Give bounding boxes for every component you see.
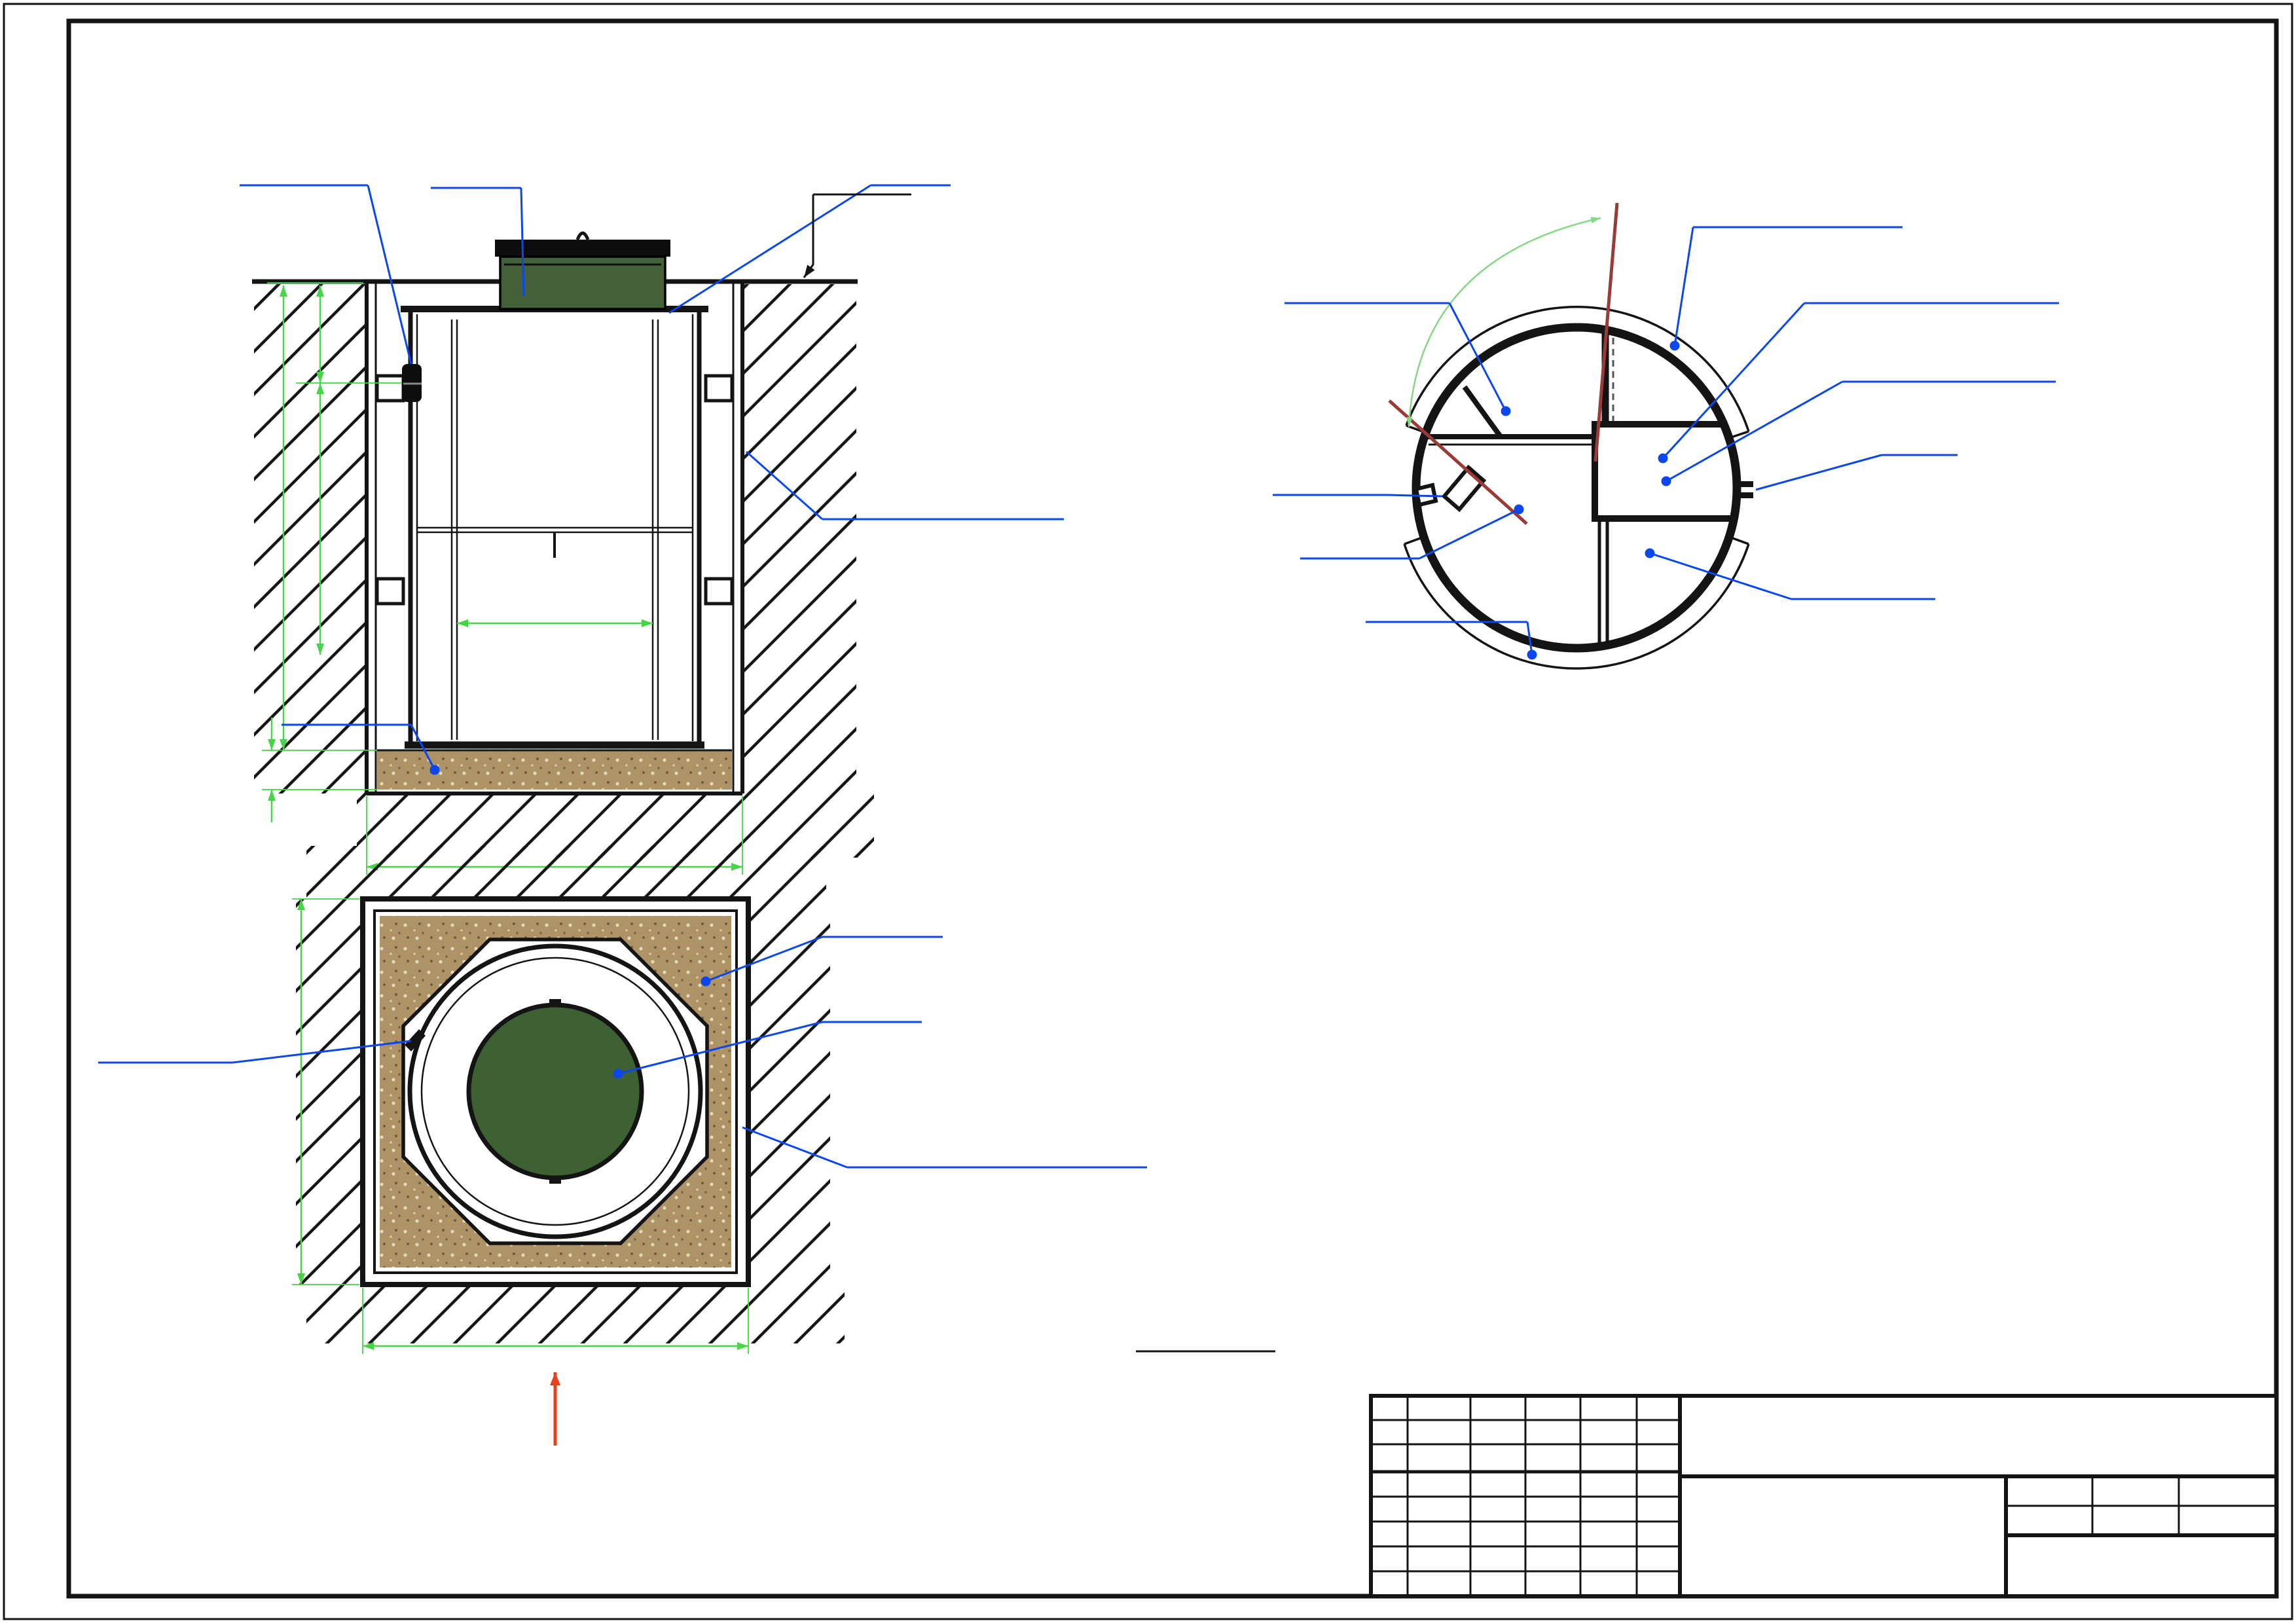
tank-body: [401, 309, 708, 745]
sheet-outer-border: [4, 4, 2292, 1619]
lid-top-circle: [469, 1005, 642, 1178]
view-a: [240, 185, 1064, 875]
lid-handle: [577, 233, 588, 240]
scheme-callouts: [1273, 227, 2059, 655]
drain-valve-shape: [1416, 467, 1484, 509]
sand-bed: [377, 750, 732, 790]
inlet-stub: [402, 364, 422, 402]
inlet-range-marks: [1389, 203, 1617, 524]
title-block: [1371, 1396, 2276, 1596]
tank-lid: [495, 233, 670, 309]
top-view: [98, 846, 1147, 1446]
